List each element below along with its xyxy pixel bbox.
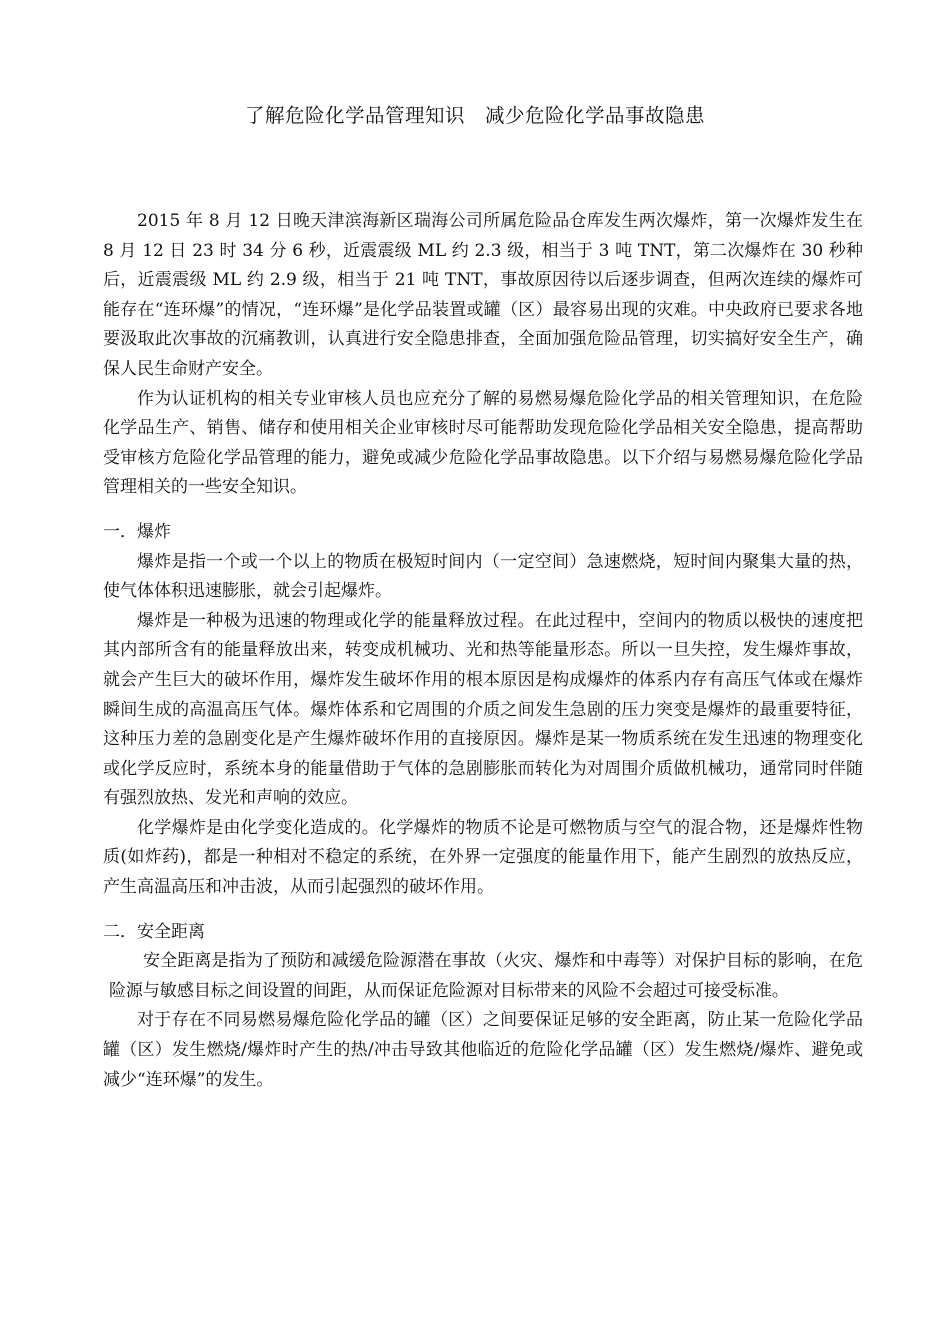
paragraph-safety-distance-definition: 安全距离是指为了预防和减缓危险源潜在事故（火灾、爆炸和中毒等）对保护目标的影响，在危险源与敏感目标之间设置的间距，从而保证危险源对目标带来的风险不会超过可接受标准。 [108, 951, 863, 1001]
document-body [103, 207, 863, 1095]
paragraph-auditor-knowledge: 作为认证机构的相关专业审核人员也应充分了解的易燃易爆危险化学品的相关管理知识，在危险化学品生产、销售、储存和使用相关企业审核时尽可能帮助发现危险化学品相关安全隐患，提高帮助受审核方危险化学品管理的能力，避免或减少危险化学品事故隐患。以下介绍与易燃易爆危险化学品管理相关的一些安全知识。 [103, 388, 863, 498]
paragraph-tianjin-explosion: 2015 年 8 月 12 日晚天津滨海新区瑞海公司所属危险品仓库发生两次爆炸，第一次爆炸发生在 8 月 12 日 23 时 34 分 6 秒，近震震级 ML 约 2.3 级，相当于 3 吨 TNT，第二次爆炸在 30 秒种后，近震震级 ML 约 2.9 级，相当于 21 吨 TNT，事故原因待以后逐步调查，但两次连续的爆炸可能存在“连环爆”的情况，“连环爆”是化学品装置或罐（区）最容易出现的灾难。中央政府已要求各地要汲取此次事故的沉痛教训，认真进行安全隐患排查，全面加强危险品管理，切实搞好安全生产，确保人民生命财产安全。 [103, 211, 863, 379]
paragraph-tank-area-distance: 对于存在不同易燃易爆危险化学品的罐（区）之间要保证足够的安全距离，防止某一危险化学品罐（区）发生燃烧/爆炸时产生的热/冲击导致其他临近的危险化学品罐（区）发生燃烧/爆炸、避免或减少“连环爆”的发生。 [103, 1010, 863, 1090]
document-title: 了解危险化学品管理知识 减少危险化学品事故隐患 [244, 104, 705, 127]
paragraph-explosion-energy-release: 爆炸是一种极为迅速的物理或化学的能量释放过程。在此过程中，空间内的物质以极快的速度把其内部所含有的能量释放出来，转变成机械功、光和热等能量形态。所以一旦失控，发生爆炸事故，就会产生巨大的破坏作用，爆炸发生破坏作用的根本原因是构成爆炸的体系内存有高压气体或在爆炸瞬间生成的高温高压气体。爆炸体系和它周围的介质之间发生急剧的压力突变是爆炸的最重要特征，这种压力差的急剧变化是产生爆炸破坏作用的直接原因。爆炸是某一物质系统在发生迅速的物理变化或化学反应时，系统本身的能量借助于气体的急剧膨胀而转化为对周围介质做机械功，通常同时伴随有强烈放热、发光和声响的效应。 [103, 610, 863, 809]
section-heading-safety-distance: 二．安全距离 [103, 921, 205, 942]
paragraph-explosion-definition: 爆炸是指一个或一个以上的物质在极短时间内（一定空间）急速燃烧，短时间内聚集大量的热，使气体体积迅速膨胀，就会引起爆炸。 [103, 551, 863, 602]
section-heading-explosion: 一．爆炸 [103, 521, 171, 542]
paragraph-chemical-explosion: 化学爆炸是由化学变化造成的。化学爆炸的物质不论是可燃物质与空气的混合物，还是爆炸性物质(如炸药)，都是一种相对不稳定的系统，在外界一定强度的能量作用下，能产生剧烈的放热反应，产生高温高压和冲击波，从而引起强烈的破坏作用。 [103, 817, 863, 898]
